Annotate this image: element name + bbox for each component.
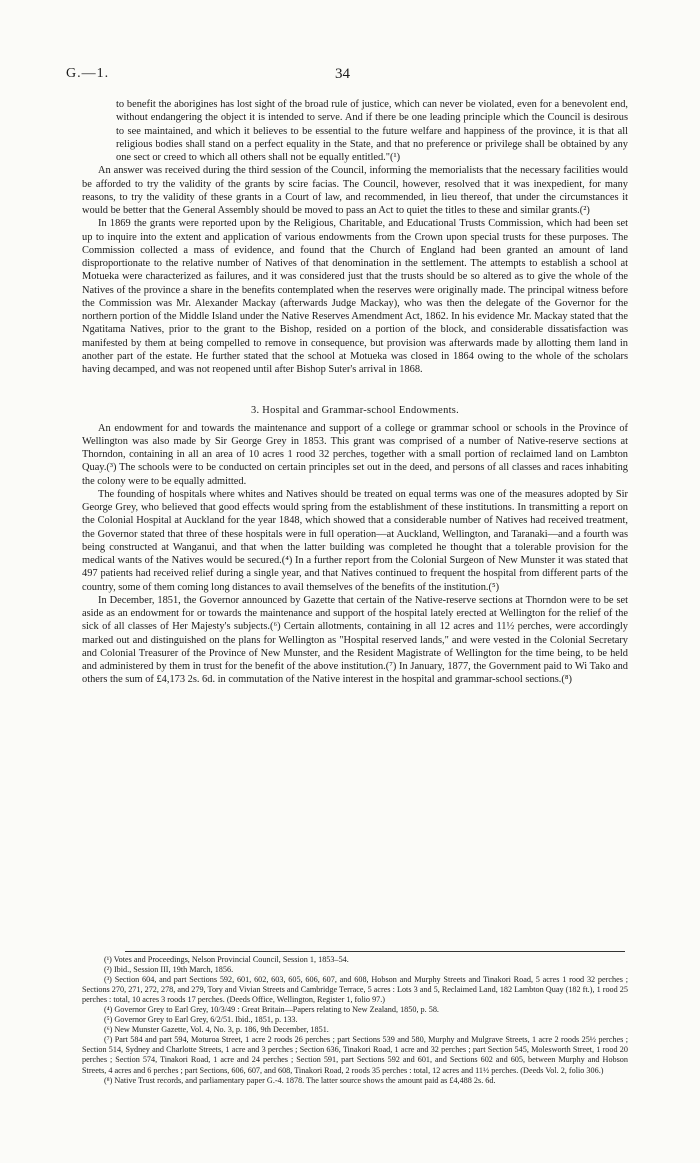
paper-reference: G.—1. bbox=[66, 66, 110, 81]
paragraph: The founding of hospitals where whites and Natives should be treated on equal terms was one of the measures adopted by Sir George Grey, who believed that good effects would spring from the establishment of these institutions. In transmitting a report on the Colonial Hospital at Auckland for the year 1848, which showed that a considerable number of Natives had received treatment, the Governor stated that three of these hospitals were in full operation—at Auckland, Wellington, and Taranaki—and a fourth was being constructed at Wanganui, and that when the latter building was completed he thought that a tolerable provision for the medical wants of the Natives would be secured.(⁴) In a further report from the Colonial Surgeon of New Munster it was stated that 497 patients had received relief during a single year, and that Natives continued to frequent the hospital from different parts of the country, some of them coming long distances to avail themselves of the benefits of the institution.(⁵) bbox=[82, 488, 628, 593]
quoted-passage: to benefit the aborigines has lost sight of the broad rule of justice, which can never be violated, even for a benevolent end, without endangering the object it is intended to serve. And if there be one leading principle which the Council is desirous to see maintained, and which it believes to be essential to the future welfare and happiness of the province, it is that all religious bodies shall stand on a perfect equality in the State, and that no preference or privilege shall be obtained by any one sect or creed to which all others shall not be equally entitled."(¹) bbox=[116, 99, 628, 163]
footnotes bbox=[82, 955, 628, 1086]
footnote: (⁴) Governor Grey to Earl Grey, 10/3/49 : Great Britain—Papers relating to New Zealand, 1850, p. 58. bbox=[104, 1005, 439, 1015]
section-heading: 3. Hospital and Grammar-school Endowments. bbox=[250, 405, 460, 417]
section-gap bbox=[82, 376, 628, 388]
paragraph: An answer was received during the third session of the Council, informing the memorialists that the necessary facilities would be afforded to try the validity of the grants by scire facias. The Council, however, resolved that it was inexpedient, for many reasons, to try the validity of these grants in a Court of law, and recommended, in lieu thereof, that under the circumstances it would be better that the General Assembly should be moved to pass an Act to quiet the titles to these and similar grants.(²) bbox=[82, 165, 628, 216]
footnote: (¹) Votes and Proceedings, Nelson Provincial Council, Session 1, 1853–54. bbox=[104, 955, 349, 964]
footnote: (⁶) New Munster Gazette, Vol. 4, No. 3, p. 186, 9th December, 1851. bbox=[104, 1025, 329, 1035]
footnote: (³) Section 604, and part Sections 592, 601, 602, 603, 605, 606, 607, and 608, Hobson and Murphy Streets and Tinakori Road, 5 acres 1 rood 32 perches ; Sections 270, 271, 272, 278, and 279, Tory and Vivian Streets and Cambridge Terrace, 5 acres : Lots 3 and 5, Reclaimed Land, 182 Lambton Quay (182 ft.), 1 rood 25 perches : total, 10 acres 3 roods 17 perches. (Deeds Office, Wellington, Register 1, folio 97.) bbox=[82, 975, 628, 1005]
paragraph: In 1869 the grants were reported upon by the Religious, Charitable, and Educational Trusts Commission, which had been set up to inquire into the extent and application of various endowments from the Crown upon special trusts for these purposes. The Commission collected a mass of evidence, and found that the Church of England had been granted an amount of land disproportionate to the relative number of Natives of that denomination in the settlement. The attempts to establish a school at Motueka were characterized as failures, and it was considered just that the trusts should be so altered as to give the whole of the Natives of the province a share in the benefits contemplated when the reserves were originally made. The principal witness before the Commission was Mr. Alexander Mackay (afterwards Judge Mackay), who was then the delegate of the Governor for the northern portion of the Middle Island under the Native Reserves Amendment Act, 1862. In his evidence Mr. Mackay stated that the Ngatitama Natives, prior to the grant to the Bishop, resided on a portion of the block, and considerable dissatisfaction was manifested by them at being compelled to remove in consequence, but provision was afterwards made by allotting them land in another part of the estate. He further stated that the school at Motueka was closed in 1864 owing to the whole of the scholars having decamped, and was not reopened until after Bishop Suter's arrival in 1868. bbox=[82, 218, 628, 375]
paragraph: An endowment for and towards the maintenance and support of a college or grammar school or schools in the Province of Wellington was also made by Sir George Grey in 1853. This grant was comprised of a number of Native-reserve sections at Thorndon, containing in all an area of 10 acres 1 rood 32 perches, together with a small portion of reclaimed land on Lambton Quay.(³) The schools were to be conducted on certain principles set out in the deed, and persons of all classes and races inhabiting the colony were to be equally admitted. bbox=[82, 422, 628, 487]
paragraph: In December, 1851, the Governor announced by Gazette that certain of the Native-reserve sections at Thorndon were to be set aside as an endowment for or towards the maintenance and support of the hospital lately erected at Wellington for the relief of the sick of all classes of Her Majesty's subjects.(⁶) Certain allotments, containing in all 12 acres and 11½ perches, were accordingly marked out and distinguished on the plans for Wellington as "Hospital reserved lands," and were vested in the Colonial Secretary and Colonial Treasurer of the Province of New Munster, and the Resident Magistrate of Wellington for the time being, to be held and administered by them in trust for the benefit of the above institution.(⁷) In January, 1877, the Government paid to Wi Tako and others the sum of £4,173 2s. 6d. in commutation of the Native interest in the hospital and grammar-school sections.(⁸) bbox=[82, 594, 628, 686]
page-number: 34 bbox=[335, 66, 350, 82]
footnote: (²) Ibid., Session III, 19th March, 1856. bbox=[104, 965, 234, 975]
footnote: (⁵) Governor Grey to Earl Grey, 6/2/51. Ibid., 1851, p. 133. bbox=[104, 1015, 298, 1025]
footnote: (⁸) Native Trust records, and parliamentary paper G.-4. 1878. The latter source shows the amount paid as £4,488 2s. 6d. bbox=[104, 1075, 496, 1085]
footnote: (⁷) Part 584 and part 594, Moturoa Street, 1 acre 2 roods 26 perches ; part Sections 539 and 580, Murphy and Mulgrave Streets, 1 acre 2 roods 25½ perches ; Section 514, Sydney and Charlotte Streets, 1 acre and 3 perches ; Section 636, Tinakori Road, 1 acre and 32 perches ; part Section 545, Molesworth Street, 1 rood 20 perches ; Section 574, Tinakori Road, 1 acre and 24 perches ; Section 591, part Sections 592 and 601, and Sections 602 and 605, between Murphy and Hobson Streets, 4 acres and 6 perches ; part Sections, 606, 607, and 608, Tinakori Road, 2 roods 35 perches : total, 12 acres and 11½ perches. (Deeds Vol. 2, folio 306.) bbox=[82, 1035, 628, 1075]
footnote-divider bbox=[125, 951, 625, 952]
body-text bbox=[82, 98, 628, 687]
